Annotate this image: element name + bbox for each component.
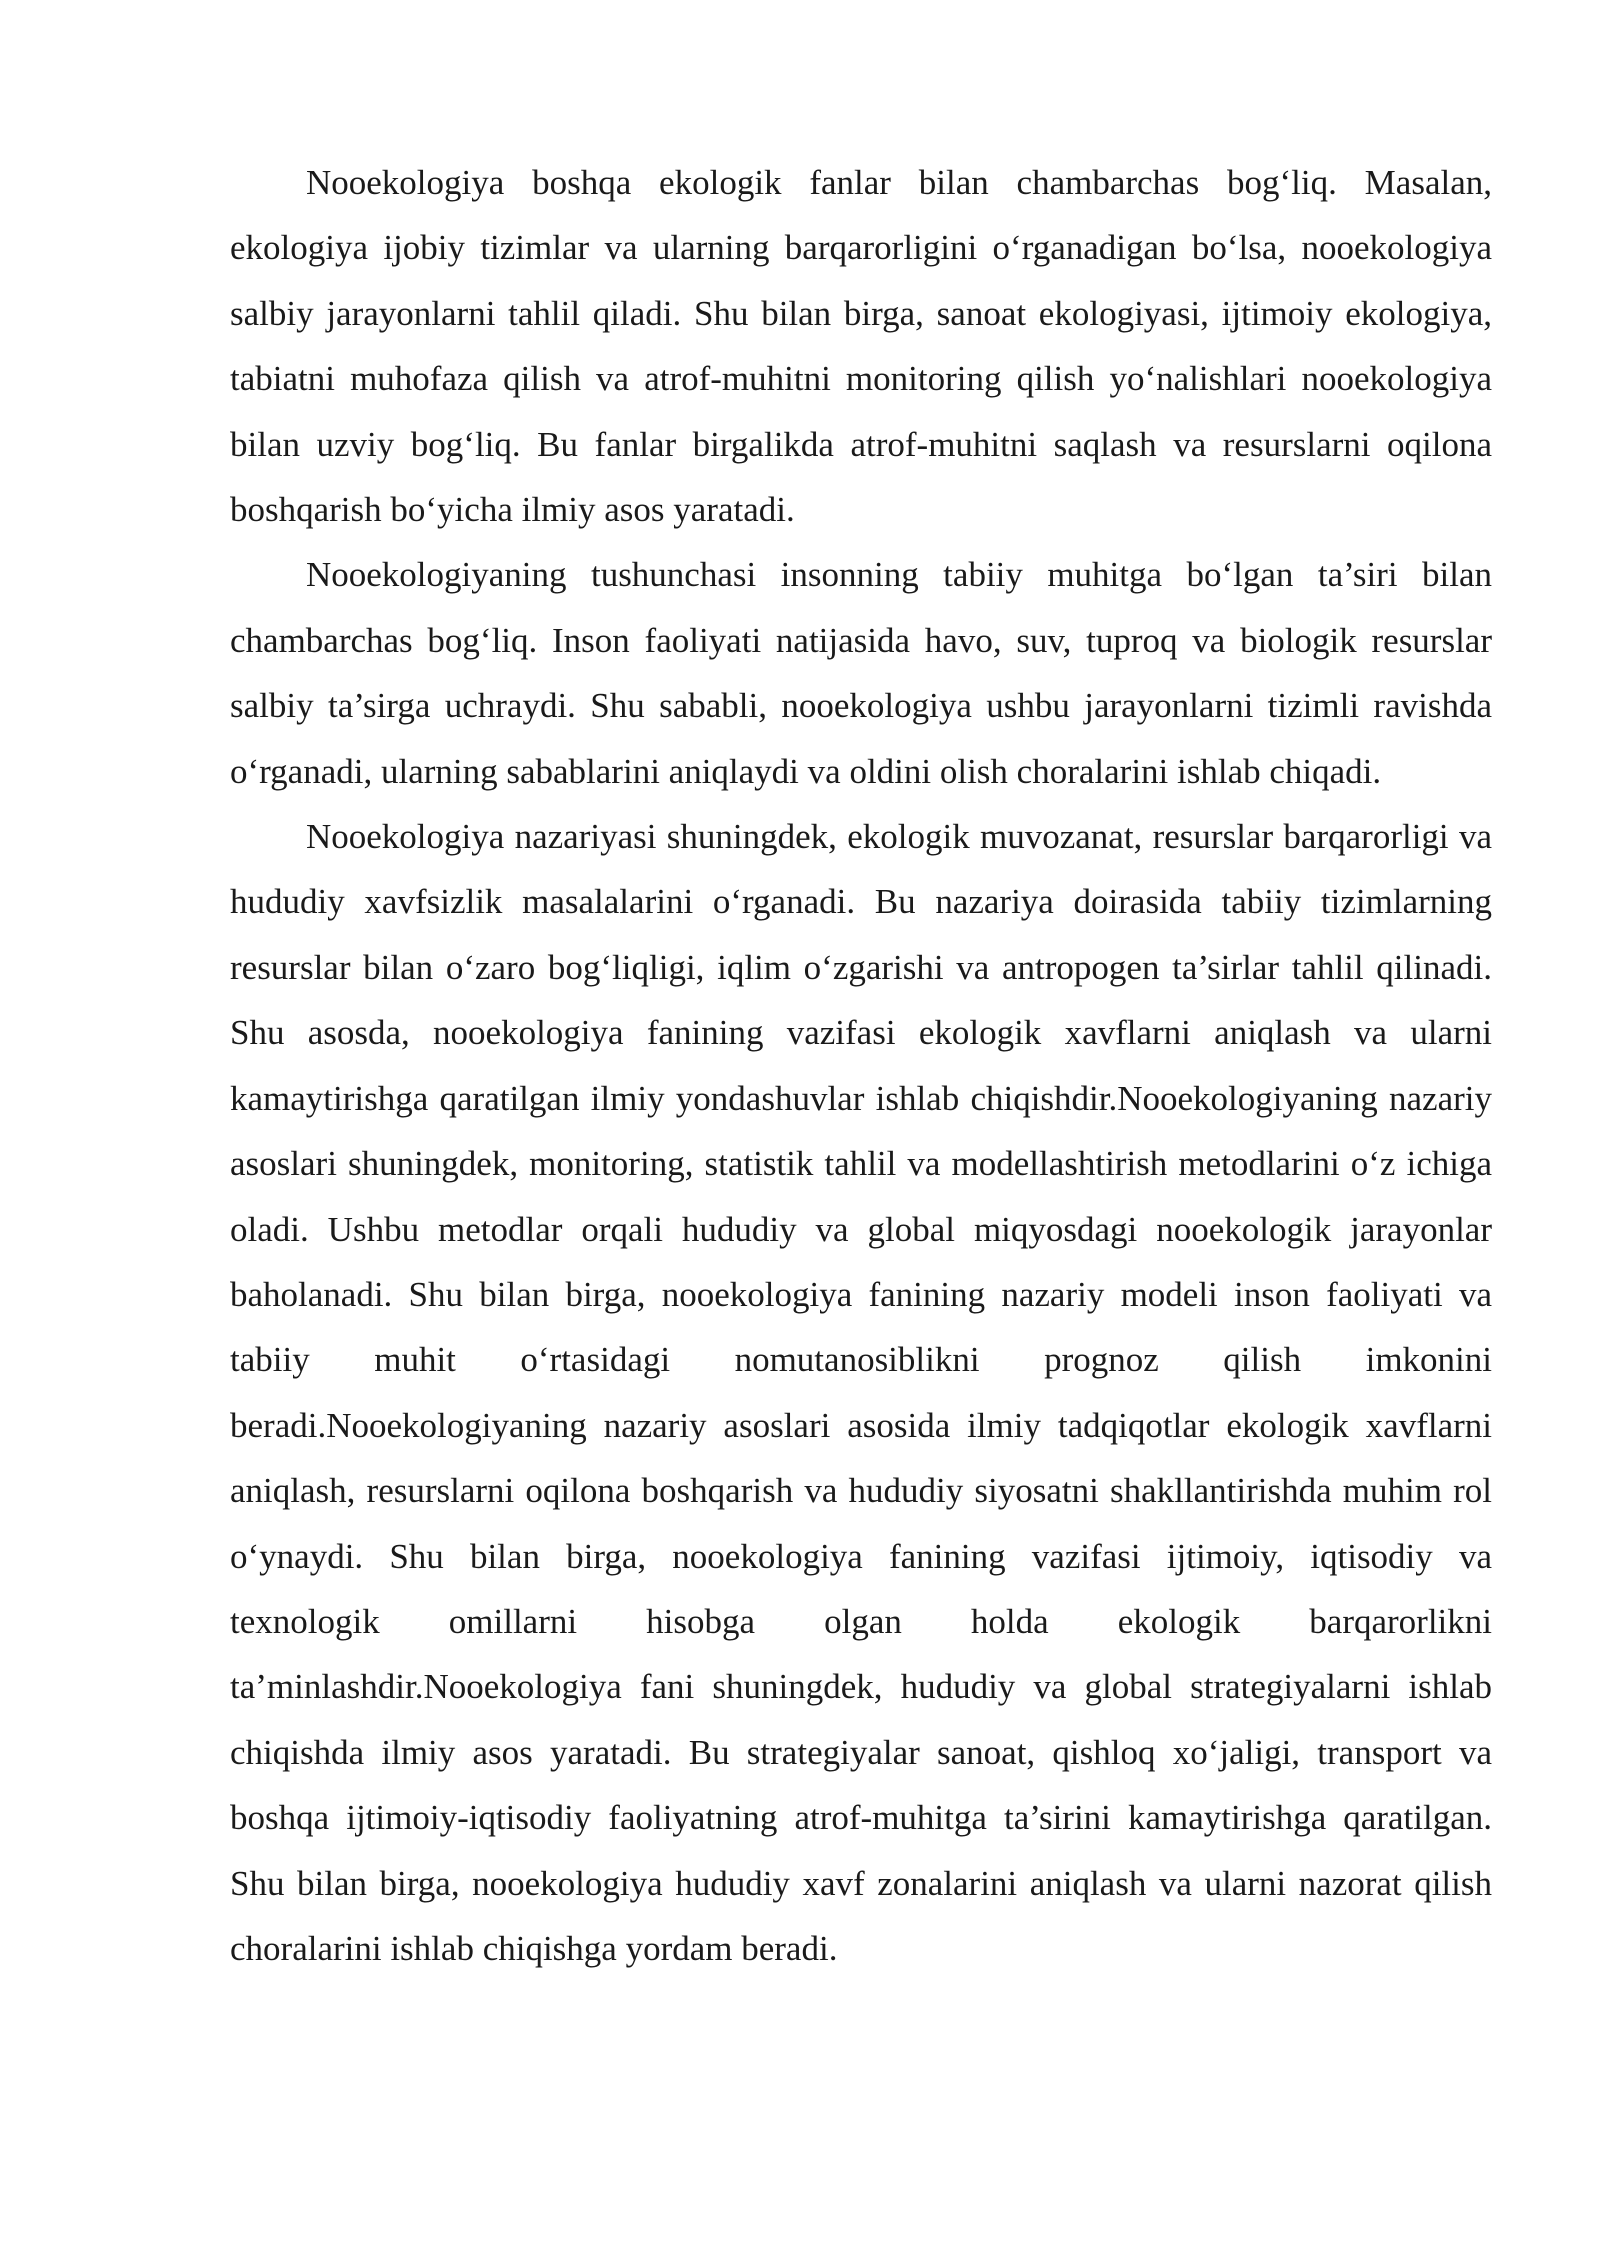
paragraph-nooekologiya-theory: Nooekologiya nazariyasi shuningdek, ekologik muvozanat, resurslar barqarorligi va hududiy xavfsizlik masalalarini o‘rganadi. Bu nazariya doirasida tabiiy tizimlarning resurslar bilan o‘zaro bog‘liqligi, iqlim o‘zgarishi va antropogen ta’sirlar tahlil qilinadi. Shu asosda, nooekologiya fanining vazifasi ekologik xavflarni aniqlash va ularni kamaytirishga qaratilgan ilmiy yondashuvlar ishlab chiqishdir.Nooekologiyaning nazariy asoslari shuningdek, monitoring, statistik tahlil va modellashtirish metodlarini o‘z ichiga oladi. Ushbu metodlar orqali hududiy va global miqyosdagi nooekologik jarayonlar baholanadi. Shu bilan birga, nooekologiya fanining nazariy modeli inson faoliyati va tabiiy muhit o‘rtasidagi nomutanosiblikni prognoz qilish imkonini beradi.Nooekologiyaning nazariy asoslari asosida ilmiy tadqiqotlar ekologik xavflarni aniqlash, resurslarni oqilona boshqarish va hududiy siyosatni shakllantirishda muhim rol o‘ynaydi. Shu bilan birga, nooekologiya fanining vazifasi ijtimoiy, iqtisodiy va texnologik omillarni hisobga olgan holda ekologik barqarorlikni ta’minlashdir.Nooekologiya fani shuningdek, hududiy va global strategiyalarni ishlab chiqishda ilmiy asos yaratadi. Bu strategiyalar sanoat, qishloq xo‘jaligi, transport va boshqa ijtimoiy-iqtisodiy faoliyatning atrof-muhitga ta’sirini kamaytirishga qaratilgan. Shu bilan birga, nooekologiya hududiy xavf zonalarini aniqlash va ularni nazorat qilish choralarini ishlab chiqishga yordam beradi.: [230, 817, 1492, 1968]
paragraph-nooekologiya-concept: Nooekologiyaning tushunchasi insonning tabiiy muhitga bo‘lgan ta’siri bilan chambarchas bog‘liq. Inson faoliyati natijasida havo, suv, tuproq va biologik resurslar salbiy ta’sirga uchraydi. Shu sababli, nooekologiya ushbu jarayonlarni tizimli ravishda o‘rganadi, ularning sabablarini aniqlaydi va oldini olish choralarini ishlab chiqadi.: [230, 555, 1492, 791]
paragraph-nooekologiya-relations: Nooekologiya boshqa ekologik fanlar bilan chambarchas bog‘liq. Masalan, ekologiya ijobiy tizimlar va ularning barqarorligini o‘rganadigan bo‘lsa, nooekologiya salbiy jarayonlarni tahlil qiladi. Shu bilan birga, sanoat ekologiyasi, ijtimoiy ekologiya, tabiatni muhofaza qilish va atrof-muhitni monitoring qilish yo‘nalishlari nooekologiya bilan uzviy bog‘liq. Bu fanlar birgalikda atrof-muhitni saqlash va resurslarni oqilona boshqarish bo‘yicha ilmiy asos yaratadi.: [230, 163, 1492, 530]
document-body: [230, 150, 1492, 1981]
